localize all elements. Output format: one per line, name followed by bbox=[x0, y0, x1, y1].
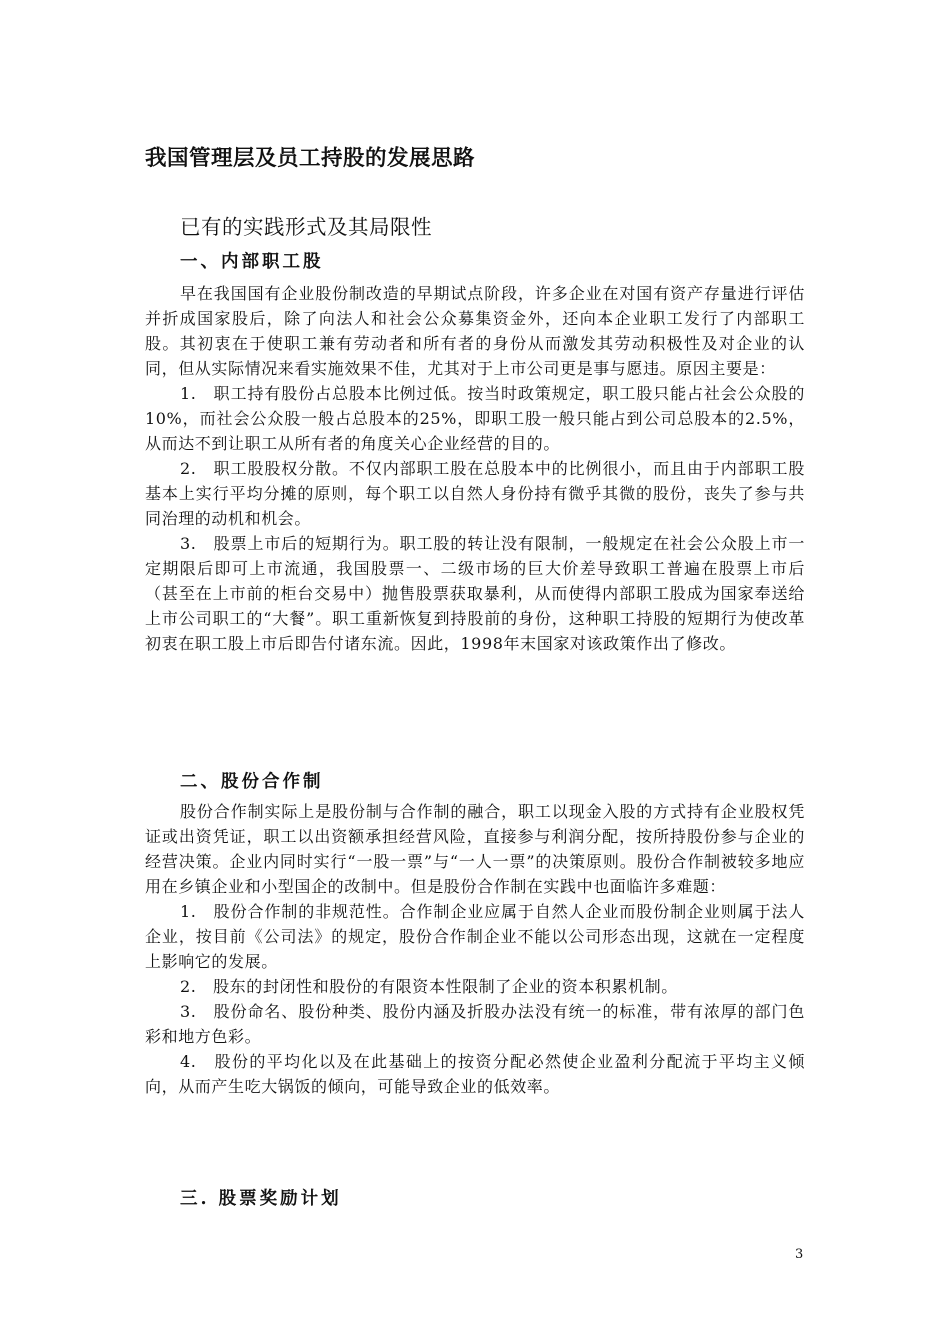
paragraph-intro: 股份合作制实际上是股份制与合作制的融合，职工以现金入股的方式持有企业股权凭证或出资凭证，职工以出资额承担经营风险，直接参与利润分配，按所持股份参与企业的经营决策。企业内同时实行“一股一票”与“一人一票”的决策原则。股份合作制被较多地应用在乡镇企业和小型国企的改制中。但是股份合作制在实践中也面临许多难题： bbox=[145, 802, 805, 896]
paragraph-point-4: 4. 股份的平均化以及在此基础上的按资分配必然使企业盈利分配流于平均主义倾向，从而产生吃大锅饭的倾向，可能导致企业的低效率。 bbox=[145, 1052, 805, 1096]
paragraph-point-1: 1. 职工持有股份占总股本比例过低。按当时政策规定，职工股只能占社会公众股的10%，而社会公众股一般占总股本的25%，即职工股一般只能占到公司总股本的2.5%，从而达不到让职工从所有者的角度关心企业经营的目的。 bbox=[145, 384, 805, 453]
section-heading-internal-employee-shares: 一、内部职工股 bbox=[180, 252, 324, 272]
section-body-joint-stock-cooperative bbox=[145, 799, 805, 1099]
section-subtitle: 已有的实践形式及其局限性 bbox=[180, 215, 432, 239]
page-number: 3 bbox=[795, 1247, 804, 1262]
document-title: 我国管理层及员工持股的发展思路 bbox=[145, 146, 476, 171]
paragraph-point-1: 1. 股份合作制的非规范性。合作制企业应属于自然人企业而股份制企业则属于法人企业，按目前《公司法》的规定，股份合作制企业不能以公司形态出现，这就在一定程度上影响它的发展。 bbox=[145, 902, 805, 971]
paragraph-point-3: 3. 股份命名、股份种类、股份内涵及折股办法没有统一的标准，带有浓厚的部门色彩和地方色彩。 bbox=[145, 1002, 805, 1046]
section-heading-stock-award-plan: 三. 股票奖励计划 bbox=[180, 1189, 342, 1209]
paragraph-point-3: 3. 股票上市后的短期行为。职工股的转让没有限制，一般规定在社会公众股上市一定期限后即可上市流通，我国股票一、二级市场的巨大价差导致职工普遍在股票上市后（甚至在上市前的柜台交易中）抛售股票获取暴利，从而使得内部职工股成为国家奉送给上市公司职工的“大餐”。职工重新恢复到持股前的身份，这种职工持股的短期行为使改革初衷在职工股上市后即告付诸东流。因此，1998年末国家对该政策作出了修改。 bbox=[145, 534, 805, 653]
paragraph-intro: 早在我国国有企业股份制改造的早期试点阶段，许多企业在对国有资产存量进行评估并折成国家股后，除了向法人和社会公众募集资金外，还向本企业职工发行了内部职工股。其初衷在于使职工兼有劳动者和所有者的身份从而激发其劳动积极性及对企业的认同，但从实际情况来看实施效果不佳，尤其对于上市公司更是事与愿违。原因主要是： bbox=[145, 284, 805, 378]
paragraph-point-2: 2. 职工股股权分散。不仅内部职工股在总股本中的比例很小，而且由于内部职工股基本上实行平均分摊的原则，每个职工以自然人身份持有微乎其微的股份，丧失了参与共同治理的动机和机会。 bbox=[145, 459, 805, 528]
section-heading-joint-stock-cooperative: 二、股份合作制 bbox=[180, 772, 324, 792]
section-body-internal-employee-shares bbox=[145, 281, 805, 656]
paragraph-point-2: 2. 股东的封闭性和股份的有限资本性限制了企业的资本积累机制。 bbox=[180, 977, 678, 996]
